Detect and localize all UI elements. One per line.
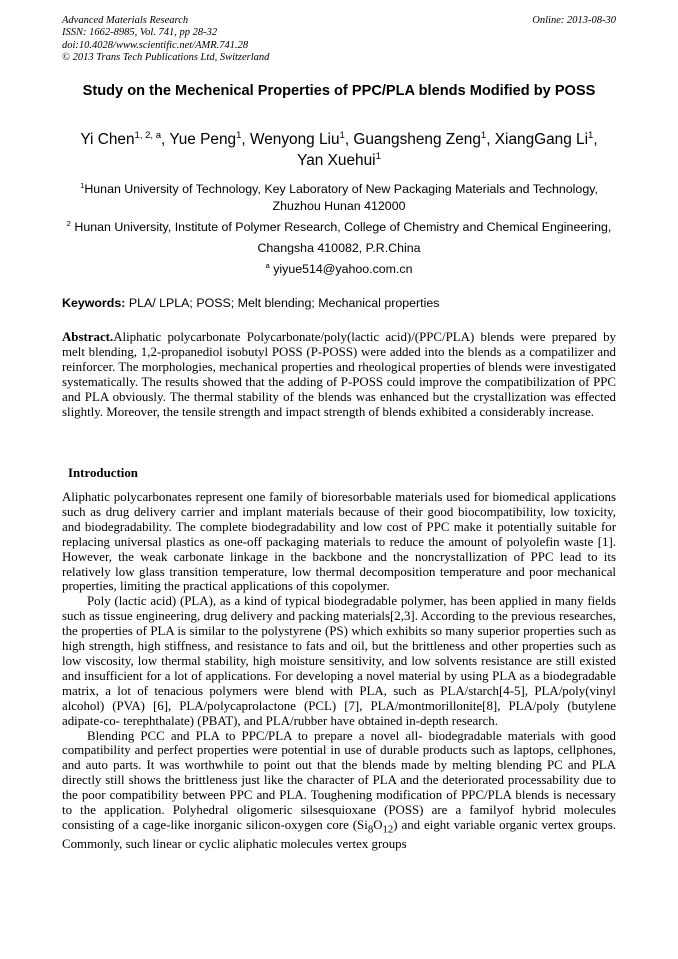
journal-name: Advanced Materials Research — [62, 15, 189, 26]
author-sup: 1 — [588, 129, 594, 141]
doi-line: doi:10.4028/www.scientific.net/AMR.741.28 — [62, 39, 249, 51]
abstract — [62, 330, 616, 419]
author-name: Yue Peng — [169, 131, 237, 148]
author-sup: 1 — [339, 129, 345, 141]
formula-o: O — [373, 817, 383, 832]
intro-paragraph-3 — [62, 729, 616, 853]
affiliation-text: Hunan University, Institute of Polymer Research, College of Chemistry and Chemical Engineering, — [74, 220, 612, 234]
email-sup: a — [265, 260, 270, 270]
abstract-label: Abstract. — [62, 330, 114, 344]
affiliation-2 — [62, 219, 616, 236]
abstract-text: Aliphatic polycarbonate Polycarbonate/poly(lactic acid)/(PPC/PLA) blends were prepared by melt blending, 1,2-propanediol isobutyl POSS (P-POSS) were added into the blends as a compatilizer and reinforcer. The morphologies, mechanical properties and rheological properties of blends were investigated systematically. The results showed that the adding of P-POSS could improve the compatibilization of PPC and PLA obviously. The thermal stability of the blends was enhanced but the crystallization was effected slightly. Moreover, the tensile strength and impact strength of blends exhibited a considerably increase. — [62, 330, 616, 419]
affiliation-sup: 2 — [66, 218, 71, 228]
author-name: Guangsheng Zeng — [353, 131, 481, 148]
email-address: yiyue514@yahoo.com.cn — [273, 262, 413, 276]
paper-title: Study on the Mechenical Properties of PPC/PLA blends Modified by POSS — [82, 83, 596, 99]
issn-line: ISSN: 1662-8985, Vol. 741, pp 28-32 — [62, 27, 218, 39]
formula-si-sub: 8 — [367, 823, 374, 836]
affiliation-sup: 1 — [80, 180, 85, 190]
author-name: Wenyong Liu — [249, 131, 340, 148]
author-sup: 1 — [236, 129, 242, 141]
copyright-line: © 2013 Trans Tech Publications Ltd, Switzerland — [62, 51, 270, 63]
intro-paragraph-3-text-b: ) and eight variable organic vertex groups. Commonly, such linear or cyclic aliphatic molecules vertex groups — [62, 817, 616, 852]
formula-o-sub: 12 — [382, 823, 394, 836]
keywords — [62, 295, 616, 311]
author-name: XiangGang Li — [494, 131, 589, 148]
author-sup: 1 — [480, 129, 487, 141]
author-name: Yi Chen — [80, 131, 135, 148]
keywords-text: PLA/ LPLA; POSS; Melt blending; Mechanical properties — [128, 296, 440, 310]
affiliation-2-city: Changsha 410082, P.R.China — [257, 241, 421, 255]
affiliation-text: Hunan University of Technology, Key Laboratory of New Packaging Materials and Technology, Zhuzhou Hunan 412000 — [84, 182, 598, 213]
keywords-label: Keywords: — [62, 296, 126, 310]
online-date: Online: 2013-08-30 — [532, 15, 616, 26]
affiliation-1 — [62, 181, 616, 214]
formula-si: Si — [357, 817, 368, 832]
author-sup: 1, 2, a — [134, 129, 162, 141]
journal-header — [62, 15, 422, 64]
intro-paragraph-2: Poly (lactic acid) (PLA), as a kind of typical biodegradable polymer, has been applied in many fields such as tissue engineering, drug delivery and packing materials[2,3]. According to the previous researches, the properties of PLA is similar to the polystyrene (PS) which exhibits so many superior properties such as high strength, high stiffness, and resistance to fats and oil, but the brittleness and other properties such as low viscosity, low thermal stability, high moisture sensitivity, and low solvents resistance are still existed and insufficient for a lot of applications. For developing a novel material by using PLA as a biodegradable matrix, a lot of tenacious polymers were blend with PLA, such as PLA/starch[4-5], PLA/poly(vinyl alcohol) (PVA) [6], PLA/polycaprolactone (PCL) [7], PLA/montmorillonite[8], PLA/poly (butylene adipate-co- terephthalate) (PBAT), and PLA/rubber have obtained in-depth research. — [62, 594, 616, 728]
intro-paragraph-3-text-a: Blending PCC and PLA to PPC/PLA to prepare a novel all- biodegradable materials with good compatibility and perfect properties were potential in use of durable products such as laptops, cellphones, and auto parts. It was worthwhile to point out that the blends made by melting blending PC and PLA directly still shows the brittleness just like the character of PLA and the deteriorated processability due to the poor compatibility between PPC and PLA. Toughening modification of PPC/PLA blends is necessary to the application. Polyhedral oligomeric silsesquioxane (POSS) are a familyof hybrid molecules consisting of a cage-like inorganic silicon-oxygen core ( — [62, 728, 616, 832]
introduction-heading: Introduction — [68, 466, 138, 480]
author-sup: 1 — [375, 150, 381, 162]
intro-paragraph-1: Aliphatic polycarbonates represent one family of bioresorbable materials used for biomedical applications such as drug delivery carrier and implant materials because of their good biocompatibility, low toxicity, and biodegradability. The complete biodegradability and low cost of PPC make it potentially suitable for replacing universal plastics as one-off packaging materials to reduce the amount of polyolefin waste [1]. However, the weak carbonate linkage in the backbone and the noncrystallization of PPC lead to its relatively low glass transition temperature, low thermal decomposition temperature and poor mechanical properties, limiting the practical applications of this copolymer. — [62, 490, 616, 594]
author-name: Yan Xuehui — [297, 152, 376, 169]
introduction-body — [62, 490, 616, 852]
author-email — [62, 261, 616, 278]
author-list: Yi Chen$^{1, 2, a}$, Yue Peng$^1$, Wenyong Liu$^1$, Guangsheng Zeng$^1$, XiangGang Li$^1$, Yan Xuehui$^1$ — [80, 129, 598, 169]
